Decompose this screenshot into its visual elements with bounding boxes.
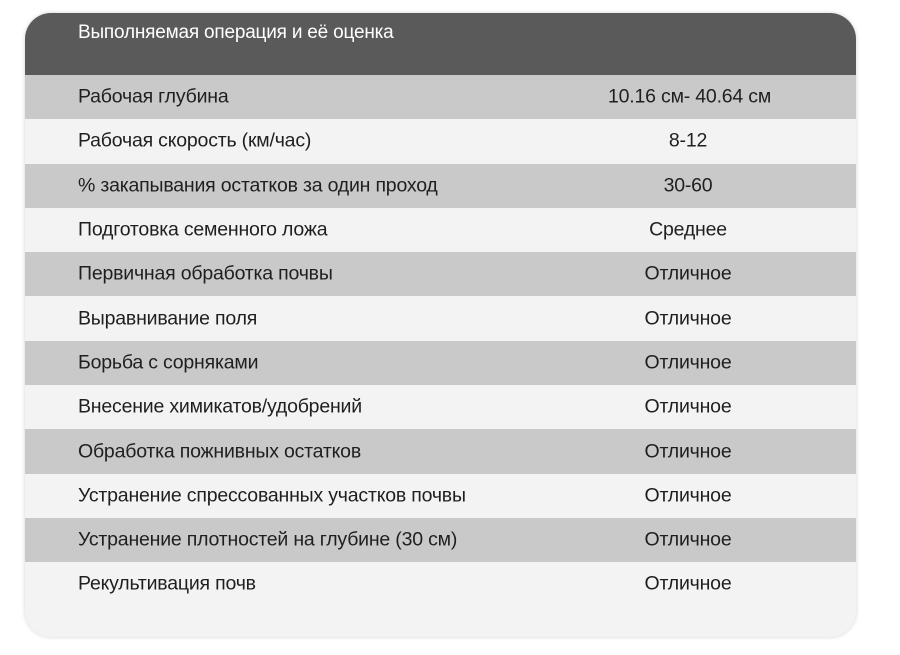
row-value: 10.16 см- 40.64 см <box>608 85 772 108</box>
row-value: Отличное <box>644 484 732 507</box>
table-row <box>25 562 856 606</box>
row-label: Рабочая скорость (км/час) <box>78 129 312 152</box>
row-value: Среднее <box>649 218 727 241</box>
row-label: Борьба с сорняками <box>78 351 259 374</box>
table-row <box>25 208 856 252</box>
row-value: Отличное <box>644 262 732 285</box>
row-label: Первичная обработка почвы <box>78 262 333 285</box>
table-row <box>25 341 856 385</box>
row-label: Выравнивание поля <box>78 307 258 330</box>
row-label: Подготовка семенного ложа <box>78 218 328 241</box>
table-row <box>25 296 856 340</box>
row-value: Отличное <box>644 395 732 418</box>
row-label: Рекультивация почв <box>78 572 256 595</box>
row-label: Устранение спрессованных участков почвы <box>78 484 466 507</box>
row-label: Внесение химикатов/удобрений <box>78 395 362 418</box>
table-body <box>25 75 856 607</box>
table-header: Выполняемая операция и её оценка <box>25 13 856 75</box>
table-row <box>25 385 856 429</box>
table-row <box>25 119 856 163</box>
table-row <box>25 164 856 208</box>
row-value: Отличное <box>644 351 732 374</box>
table-row <box>25 75 856 119</box>
row-label: % закапывания остатков за один проход <box>78 174 438 197</box>
row-value: 8-12 <box>668 129 708 152</box>
row-value: 30-60 <box>663 174 713 197</box>
row-value: Отличное <box>644 440 732 463</box>
operations-table <box>25 13 856 637</box>
row-label: Обработка пожнивных остатков <box>78 440 361 463</box>
row-value: Отличное <box>644 307 732 330</box>
row-label: Рабочая глубина <box>78 85 229 108</box>
table-row <box>25 429 856 473</box>
row-value: Отличное <box>644 528 732 551</box>
table-row <box>25 252 856 296</box>
row-value: Отличное <box>644 572 732 595</box>
table-row <box>25 474 856 518</box>
row-label: Устранение плотностей на глубине (30 см) <box>78 528 458 551</box>
table-row <box>25 518 856 562</box>
